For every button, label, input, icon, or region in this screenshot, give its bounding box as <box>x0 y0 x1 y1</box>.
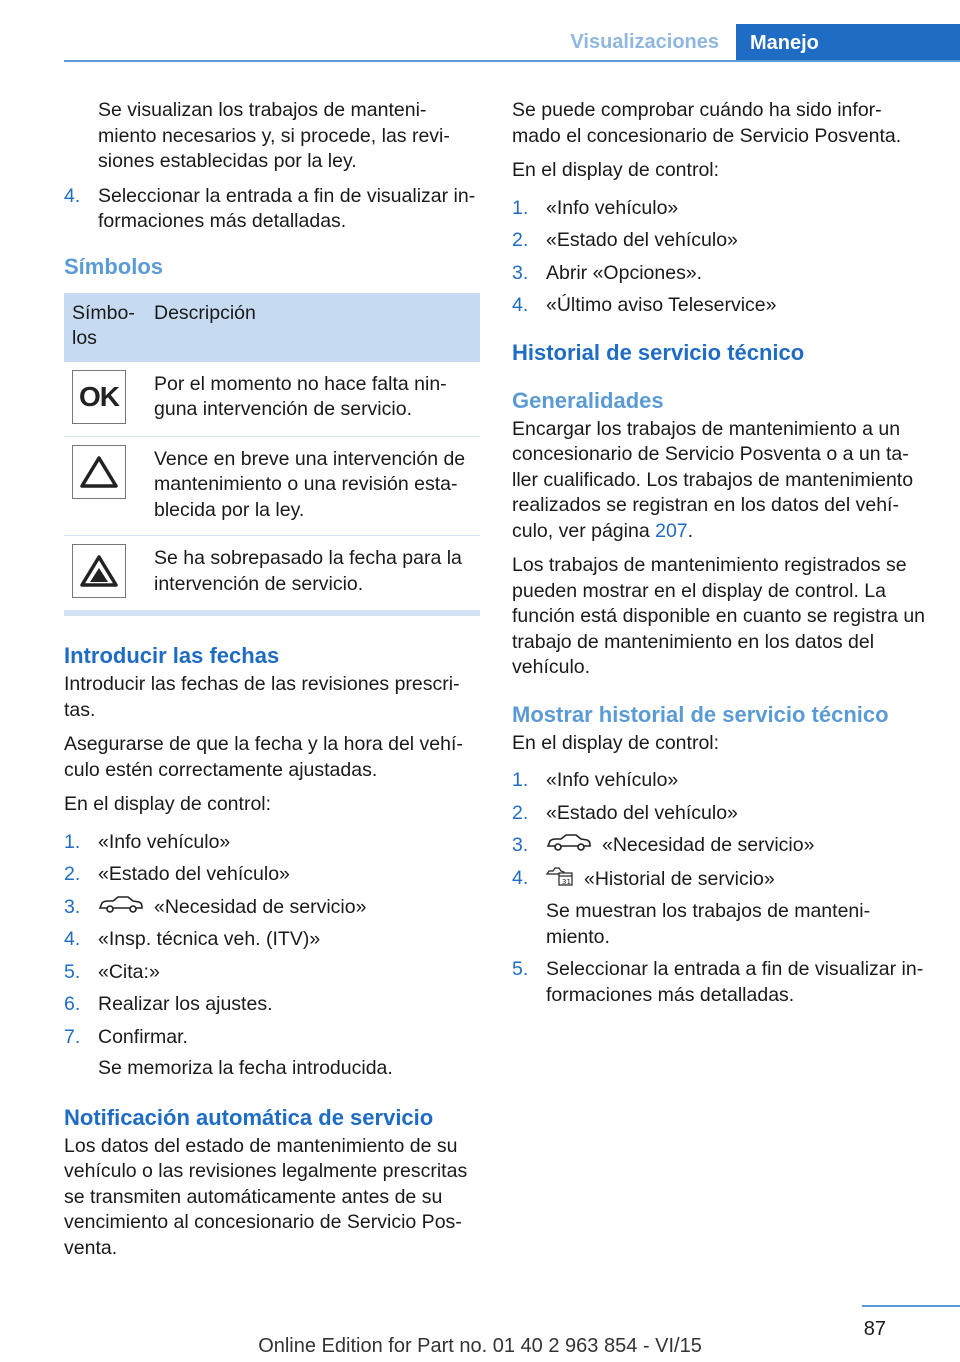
list-item <box>64 862 480 888</box>
list-item <box>64 992 480 1018</box>
ok-icon: OK <box>72 370 126 424</box>
general-text: Encargar los trabajos de mantenimiento a un concesionario de Servicio Posventa o a un ta-ller cualificado. Los trabajos de mantenimiento realizados se registran en los datos del vehí-culo, ver página <box>512 417 914 542</box>
list-item <box>512 957 928 1008</box>
svg-text:31: 31 <box>562 877 571 886</box>
list-item <box>512 196 928 222</box>
show-history-heading: Mostrar historial de servicio técnico <box>512 701 889 727</box>
page-reference-link[interactable]: 207 <box>655 519 688 542</box>
car-icon <box>546 833 592 859</box>
header-section-tab[interactable]: Visualizaciones <box>570 31 719 53</box>
right-column <box>512 98 928 1018</box>
step-text: «Último aviso Teleservice» <box>546 294 777 316</box>
step-text: «Necesidad de servicio» <box>154 895 367 918</box>
dates-paragraph: Introducir las fechas de las revisiones prescri-tas. <box>64 673 460 721</box>
step-number: 6. <box>64 993 81 1016</box>
service-history-icon <box>546 866 574 894</box>
step-number: 4. <box>512 866 529 889</box>
symbols-heading: Símbolos <box>64 253 164 279</box>
list-item <box>64 1025 480 1082</box>
car-icon <box>98 895 144 921</box>
table-row <box>64 436 480 536</box>
step-text: «Info vehículo» <box>546 769 679 791</box>
step-text: «Estado del vehículo» <box>98 863 290 885</box>
list-item <box>512 768 928 794</box>
left-column <box>64 98 480 1270</box>
list-item <box>64 927 480 953</box>
list-item <box>64 830 480 856</box>
list-item <box>64 960 480 986</box>
general-heading: Generalidades <box>512 387 664 413</box>
step-number: 3. <box>512 261 529 284</box>
step-text: «Info vehículo» <box>98 830 231 853</box>
table-row <box>64 362 480 437</box>
right-paragraph: Se puede comprobar cuándo ha sido infor-mado el concesionario de Servicio Posventa. <box>512 99 902 147</box>
warning-triangle-outline-icon <box>72 445 126 499</box>
column-header-description: Descripción <box>146 293 480 362</box>
show-history-paragraph: En el display de control: <box>512 731 720 754</box>
step-number: 3. <box>512 834 529 856</box>
description-cell: Por el momento no hace falta nin-guna intervención de servicio. <box>146 362 480 437</box>
history-step-list <box>512 768 928 1008</box>
step-text: Seleccionar la entrada a fin de visualizar in-formaciones más detalladas. <box>546 958 924 1006</box>
description-cell: Vence en breve una intervención de mantenimiento o una revisión esta-blecida por la ley. <box>146 436 480 536</box>
teleservice-step-list <box>512 196 928 319</box>
header-rule <box>64 60 960 62</box>
step-number: 1. <box>512 196 529 219</box>
step-number: 5. <box>512 958 529 981</box>
notification-paragraph: Los datos del estado de mantenimiento de su vehículo o las revisiones legalmente prescritas se transmiten automáticamente antes de su vencimiento al concesionario de Servicio Pos-venta. <box>64 1134 468 1259</box>
dates-paragraph: En el display de control: <box>64 793 272 815</box>
list-item <box>64 184 480 235</box>
table-row <box>64 536 480 614</box>
step-text: «Insp. técnica veh. (ITV)» <box>98 928 321 951</box>
list-item <box>512 801 928 827</box>
list-item <box>512 293 928 319</box>
step-number: 1. <box>512 769 529 791</box>
edition-footer: Online Edition for Part no. 01 40 2 963 854 - VI/15 <box>258 1335 702 1357</box>
history-heading: Historial de servicio técnico <box>512 339 805 365</box>
step-text: «Estado del vehículo» <box>546 229 738 251</box>
dates-heading: Introducir las fechas <box>64 643 280 668</box>
warning-triangle-filled-icon <box>72 544 126 598</box>
list-item <box>512 261 928 287</box>
general-text-end: . <box>687 519 694 542</box>
right-paragraph: En el display de control: <box>512 159 720 181</box>
list-item <box>512 866 928 951</box>
list-item <box>512 228 928 254</box>
continued-step-list <box>64 184 480 235</box>
step-number: 1. <box>64 830 81 853</box>
symbols-table <box>64 293 480 617</box>
step-text: Seleccionar la entrada a fin de visualizar in-formaciones más detalladas. <box>98 184 476 232</box>
step-number: 3. <box>64 895 81 918</box>
step-text: Realizar los ajustes. <box>98 993 273 1016</box>
step-number: 4. <box>64 928 81 951</box>
page-number: 87 <box>863 1318 886 1340</box>
step-number: 4. <box>64 184 81 207</box>
step-number: 7. <box>64 1025 81 1048</box>
table-header-row <box>64 293 480 362</box>
symbol-cell <box>64 436 146 536</box>
step-text: «Cita:» <box>98 960 160 983</box>
step-number: 5. <box>64 960 81 983</box>
footer-rule <box>862 1305 960 1307</box>
step-number: 4. <box>512 294 529 316</box>
intro-text: Se visualizan los trabajos de manteni-miento necesarios y, si procede, las revi-siones establecidas por la ley. <box>98 99 450 172</box>
column-header-symbols: Símbo-los <box>64 293 146 362</box>
dates-step-list <box>64 830 480 1082</box>
notification-heading: Notificación automática de servicio <box>64 1104 434 1130</box>
step-text: «Historial de servicio» <box>584 867 775 890</box>
step-text: «Necesidad de servicio» <box>602 834 815 856</box>
step-number: 2. <box>64 863 81 885</box>
step-number: 2. <box>512 801 529 824</box>
general-paragraph: Los trabajos de mantenimiento registrados se pueden mostrar en el display de control. La función está disponible en cuanto se registra un trabajo de mantenimiento en los datos del vehículo. <box>512 554 926 678</box>
dates-paragraph: Asegurarse de que la fecha y la hora del vehí-culo estén correctamente ajustadas. <box>64 733 463 781</box>
step-subtext: Se muestran los trabajos de manteni-miento. <box>546 900 871 948</box>
general-paragraph <box>512 417 928 545</box>
step-text: Abrir «Opciones». <box>546 261 703 284</box>
header-chapter-tab[interactable]: Manejo <box>736 24 960 62</box>
list-item <box>512 833 928 859</box>
page-header <box>64 24 960 62</box>
step-text: Confirmar. <box>98 1025 188 1048</box>
step-subtext: Se memoriza la fecha introducida. <box>98 1057 393 1080</box>
step-text: «Info vehículo» <box>546 196 679 219</box>
list-item <box>64 895 480 921</box>
symbol-cell <box>64 362 146 437</box>
description-cell: Se ha sobrepasado la fecha para la intervención de servicio. <box>146 536 480 614</box>
symbol-cell <box>64 536 146 614</box>
step-text: «Estado del vehículo» <box>546 801 738 824</box>
step-number: 2. <box>512 229 529 251</box>
